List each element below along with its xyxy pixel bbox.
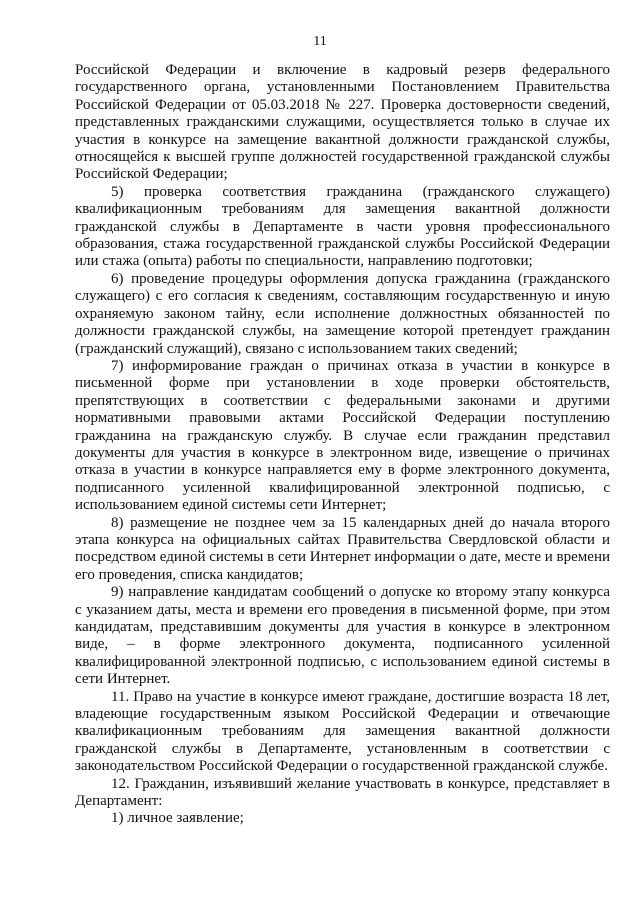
paragraph-section-12: 12. Гражданин, изъявивший желание участвовать в конкурсе, представляет в Департамент: (75, 775, 610, 810)
paragraph-item-9: 9) направление кандидатам сообщений о допуске ко второму этапу конкурса с указанием даты, места и времени его проведения в письменной форме, при этом кандидатам, представившим документы для участия в конкурсе в электронном виде, – в форме электронного документа, подписанного усиленной квалифицированной электронной подписью, с использованием единой системы в сети Интернет. (75, 584, 610, 688)
paragraph-item-1: 1) личное заявление; (111, 810, 244, 827)
paragraph-item-5: 5) проверка соответствия гражданина (гражданского служащего) квалификационным требованиям для замещения вакантной должности гражданской службы в Департаменте в части уровня профессионального образования, стажа государственной гражданской службы Российской Федерации или стажа (опыта) работы по специальности, направлению подготовки; (75, 183, 610, 270)
paragraph-item-7: 7) информирование граждан о причинах отказа в участии в конкурсе в письменной форме при установлении в ходе проверки обстоятельств, препятствующих в соответствии с федеральными законами и другими нормативными правовыми актами Российской Федерации поступлению гражданина на гражданскую службу. В случае если гражданин представил документы для участия в конкурсе в электронном виде, извещение о причинах отказа в участии в конкурсе направляется ему в форме электронного документа, подписанного усиленной квалифицированной электронной подписью, с использованием единой системы сети Интернет; (75, 357, 610, 514)
document-body (75, 62, 610, 828)
paragraph-item-6: 6) проведение процедуры оформления допуска гражданина (гражданского служащего) с его согласия к сведениям, составляющим государственную и иную охраняемую законом тайну, если исполнение должностных обязанностей по должности гражданской службы, на замещение которой претендует гражданин (гражданский служащий), связано с использованием таких сведений; (75, 270, 610, 357)
paragraph-section-11: 11. Право на участие в конкурсе имеют граждане, достигшие возраста 18 лет, владеющие государственным языком Российской Федерации и отвечающие квалификационным требованиям для замещения вакантной должности гражданской службы в Департаменте, установленным в соответствии с законодательством Российской Федерации о государственной гражданской службе. (75, 688, 610, 775)
paragraph-item-8: 8) размещение не позднее чем за 15 календарных дней до начала второго этапа конкурса на официальных сайтах Правительства Свердловской области и посредством единой системы в сети Интернет информации о дате, месте и времени его проведения, списка кандидатов; (75, 514, 610, 583)
paragraph-continuation: Российской Федерации и включение в кадровый резерв федерального государственного органа, установленными Постановлением Правительства Российской Федерации от 05.03.2018 № 227. Проверка достоверности сведений, представленных гражданскими служащими, осуществляется только в случае их участия в конкурсе на замещение вакантной должности гражданской службы, относящейся к высшей группе должностей государственной гражданской службы Российской Федерации; (75, 62, 610, 183)
page-number: 11 (313, 34, 327, 49)
